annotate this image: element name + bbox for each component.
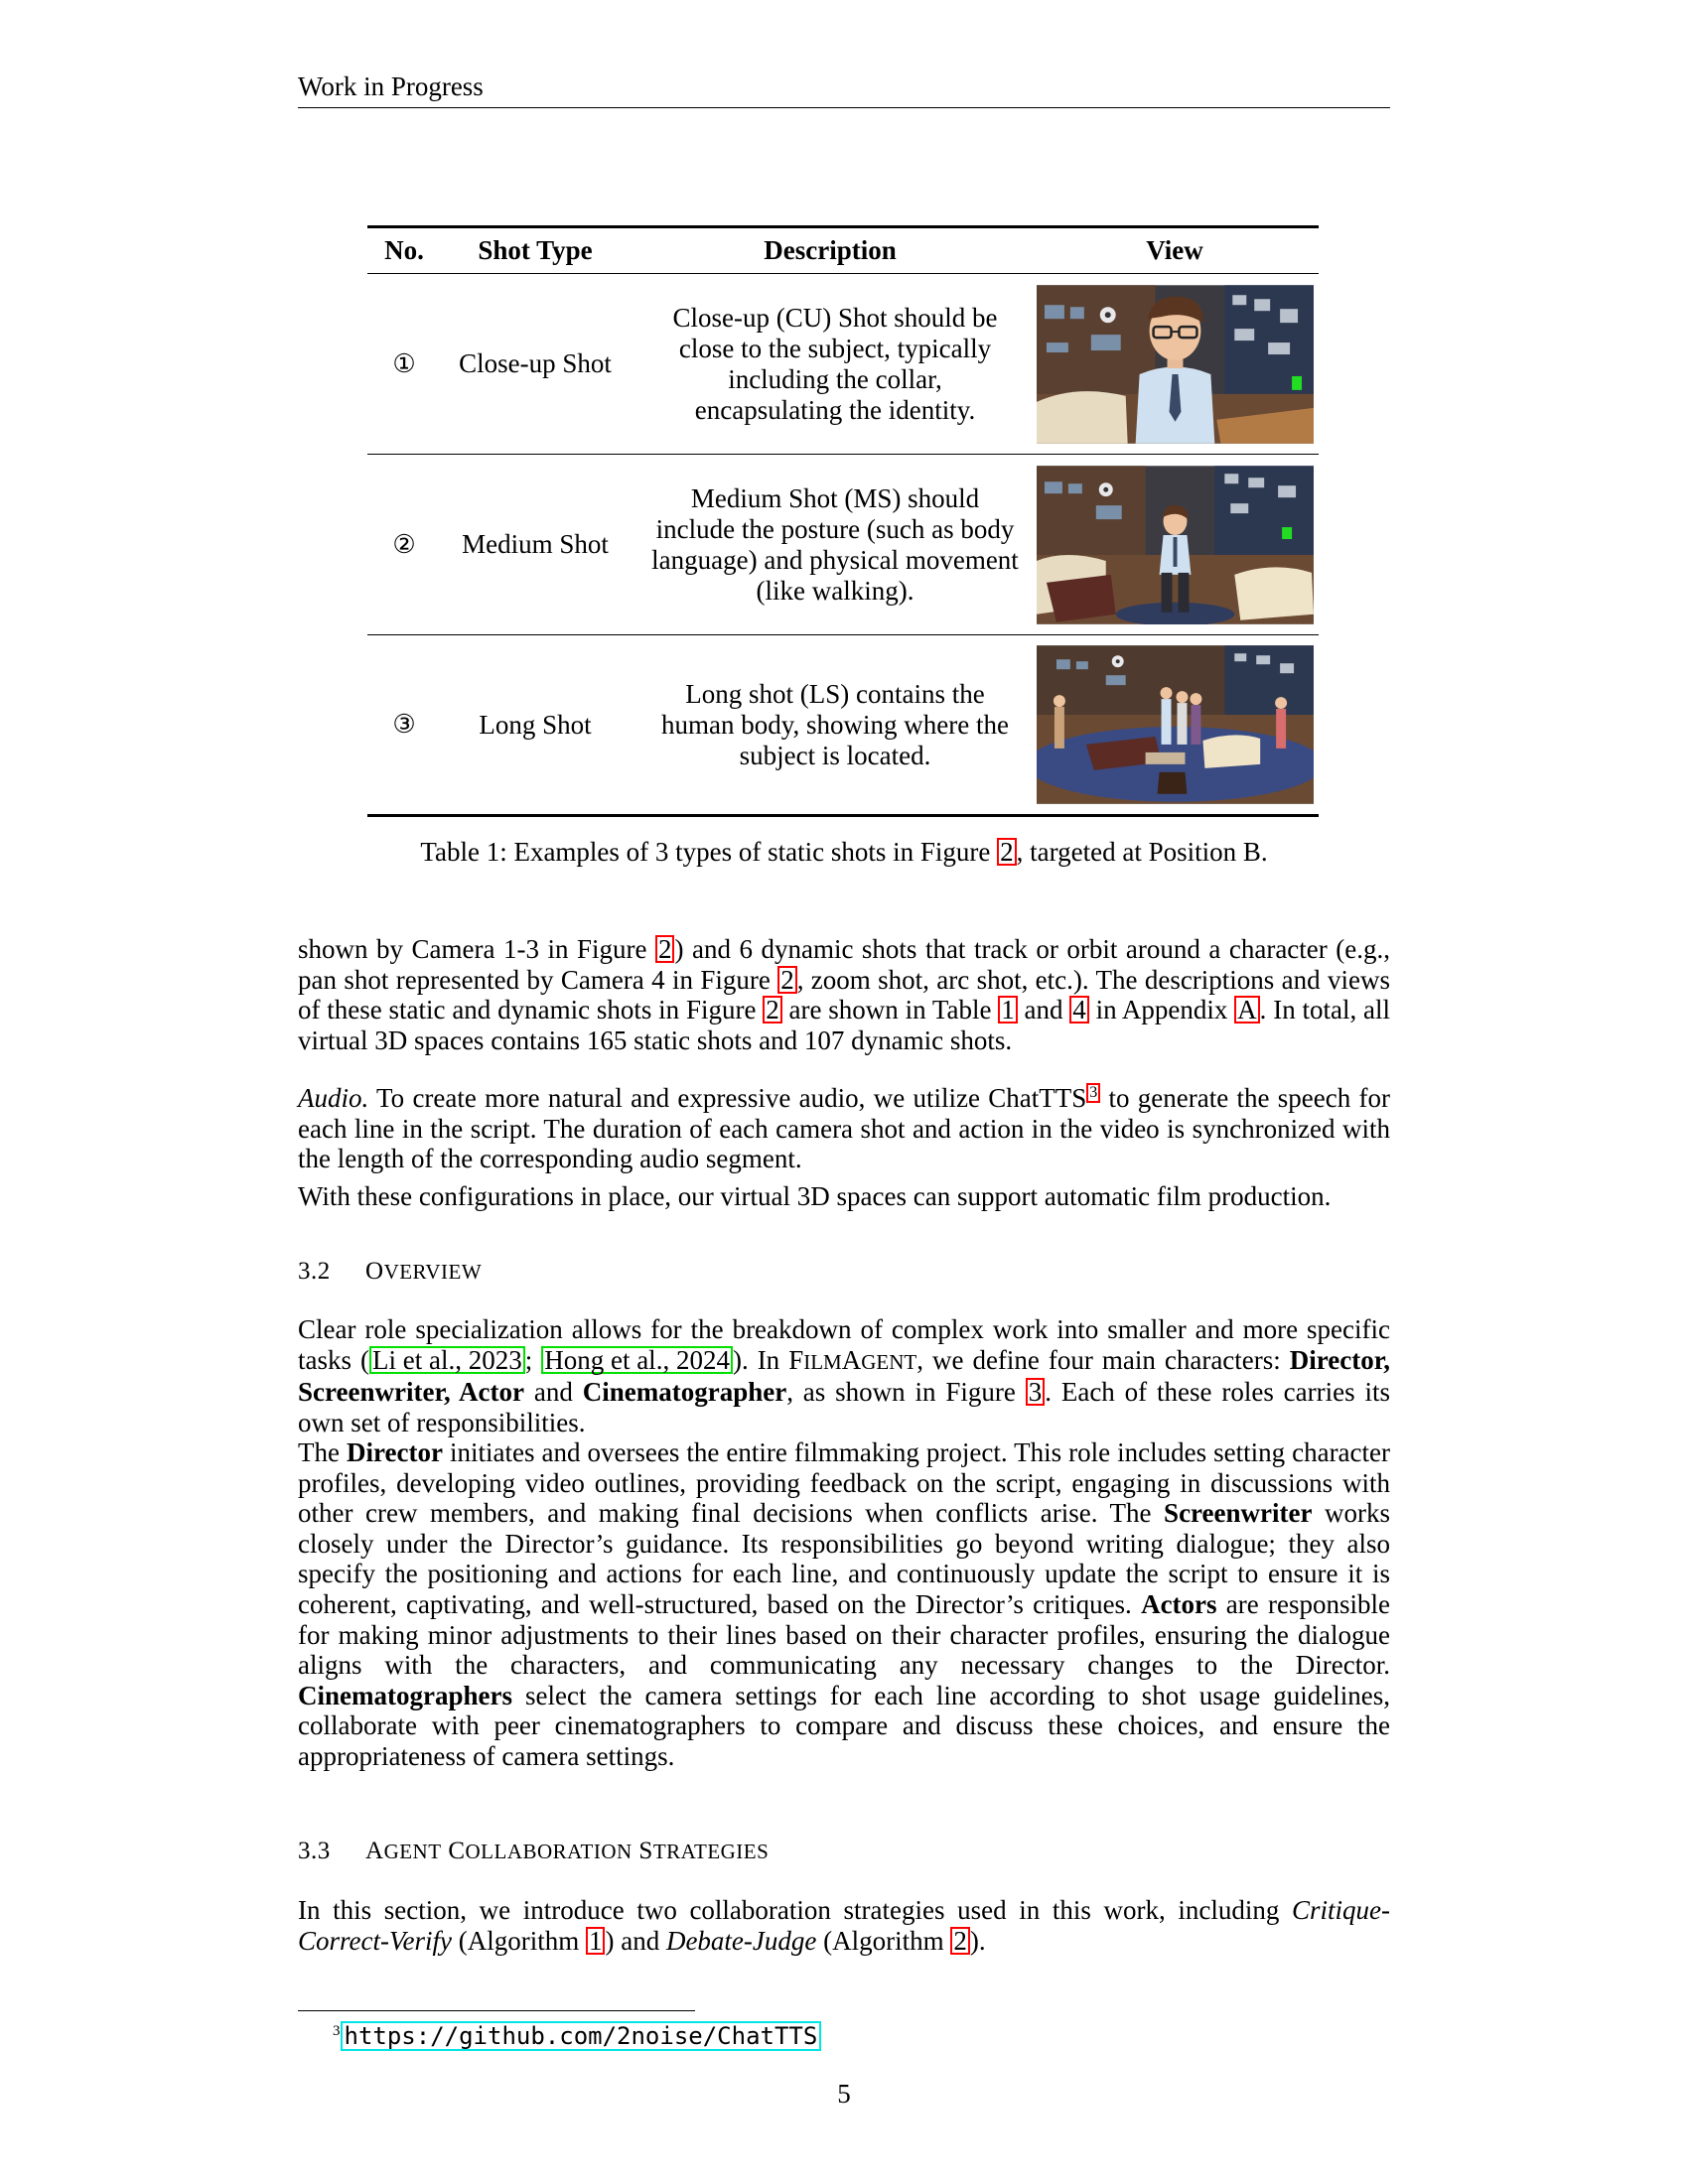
footnote-rule xyxy=(298,2010,695,2011)
system-name: F xyxy=(788,1344,804,1375)
text: and xyxy=(524,1377,583,1408)
system-name: A xyxy=(841,1344,862,1375)
text: ; xyxy=(524,1344,542,1375)
row-view xyxy=(1031,274,1319,455)
row-view xyxy=(1031,455,1319,635)
strategy-name: Critique-Correct-Verify xyxy=(298,1895,1390,1956)
caption-text: Table 1: Examples of 3 types of static shots in Figure xyxy=(420,837,998,867)
figure-link[interactable]: 2 xyxy=(655,935,675,963)
row-description: Medium Shot (MS) should include the posture (such as body language) and physical movement (like walking). xyxy=(651,482,1019,606)
text: . In total, all virtual 3D spaces contains 165 static shots and 107 dynamic shots. xyxy=(298,995,1391,1055)
text: (Algorithm xyxy=(451,1925,586,1956)
header-rule xyxy=(298,107,1390,108)
section-title: TRATEGIES xyxy=(652,1840,770,1863)
table-header-row xyxy=(367,227,1319,274)
section-heading-collaboration xyxy=(298,1838,769,1865)
role-name: Actors xyxy=(1141,1588,1217,1619)
section-heading-overview xyxy=(298,1258,482,1286)
figure-link[interactable]: 2 xyxy=(777,966,797,994)
row-shot-type: Medium Shot xyxy=(462,529,609,559)
col-header-view: View xyxy=(1146,235,1203,265)
algorithm-link[interactable]: 1 xyxy=(586,1927,606,1955)
paragraph-collaboration xyxy=(298,1895,1390,1956)
system-name: ILM xyxy=(803,1349,842,1374)
text: In this section, we introduce two collaboration strategies used in this work, including xyxy=(298,1895,1292,1925)
text: . Each of these roles carries its own set of responsibilities. xyxy=(298,1377,1390,1437)
table-row xyxy=(367,635,1319,816)
paragraph-roles xyxy=(298,1437,1390,1772)
text: , zoom shot, arc shot, etc.). The descriptions and views of these static and dynamic shots in Figure xyxy=(298,964,1390,1025)
table-row xyxy=(367,274,1319,455)
text: initiates and oversees the entire filmmaking project. This role includes setting character profiles, developing video outlines, providing feedback on the script, engaging in discussions with other crew members, and making final decisions when conflicts arise. The xyxy=(298,1437,1391,1529)
footnote xyxy=(333,2021,821,2051)
paragraph-config: With these configurations in place, our virtual 3D spaces can support automatic film production. xyxy=(298,1181,1332,1211)
table-link[interactable]: 4 xyxy=(1069,996,1089,1024)
figure-link[interactable]: 3 xyxy=(1026,1378,1046,1406)
paragraph-shots xyxy=(298,934,1390,1055)
role-names: Director, Screenwriter, Actor xyxy=(298,1344,1390,1408)
text: are shown in Table xyxy=(781,995,999,1025)
row-view xyxy=(1031,635,1319,816)
text: (Algorithm xyxy=(816,1925,951,1956)
strategy-name: Debate-Judge xyxy=(665,1925,817,1956)
figure-link[interactable]: 2 xyxy=(763,996,782,1024)
running-header: Work in Progress xyxy=(298,71,484,101)
text: to generate the speech for each line in the script. The duration of each camera shot and action in the video is synchronized with the length of the corresponding audio segment. xyxy=(298,1083,1390,1174)
close-up-shot-image xyxy=(1037,285,1314,444)
text: shown by Camera 1-3 in Figure xyxy=(298,934,655,964)
section-number: 3.3 xyxy=(298,1838,331,1864)
footnote-url-link[interactable]: https://github.com/2noise/ChatTTS xyxy=(341,2021,822,2051)
text: , as shown in Figure xyxy=(786,1377,1026,1408)
text: in Appendix xyxy=(1088,995,1235,1025)
table-link[interactable]: 1 xyxy=(998,996,1018,1024)
text: To create more natural and expressive audio, we utilize ChatTTS xyxy=(368,1083,1087,1113)
table-caption xyxy=(298,837,1390,868)
row-number: ② xyxy=(392,529,416,559)
row-description: Long shot (LS) contains the human body, showing where the subject is located. xyxy=(661,678,1009,770)
paragraph-overview xyxy=(298,1314,1390,1437)
section-title: C xyxy=(448,1838,466,1864)
text: works closely under the Director’s guidance. Its responsibilities go beyond writing dialogue; they also specify the positioning and actions for each line, and continuously update the script to ensure it is coherent, captivating, and well-structured, based on the Director’s critiques. xyxy=(298,1498,1391,1619)
text: The xyxy=(298,1437,347,1467)
col-header-description: Description xyxy=(764,235,897,265)
col-header-no: No. xyxy=(384,235,424,265)
text: ) and xyxy=(605,1925,666,1956)
row-number: ③ xyxy=(392,710,416,739)
section-title: A xyxy=(365,1838,384,1864)
section-title: OLLABORATION xyxy=(465,1840,633,1863)
section-title: VERVIEW xyxy=(383,1260,483,1284)
caption-text: , targeted at Position B. xyxy=(1016,837,1268,867)
paragraph-lead: Audio. xyxy=(298,1083,369,1113)
citation-link[interactable]: Hong et al., 2024 xyxy=(541,1346,733,1374)
text: select the camera settings for each line according to shot usage guidelines, collaborate with peer cinematographers to compare and discuss these choices, and ensure the appropriateness of camera settings. xyxy=(298,1680,1390,1771)
page-number: 5 xyxy=(837,2079,851,2109)
role-name: Director xyxy=(347,1437,443,1467)
paragraph-audio xyxy=(298,1075,1390,1174)
row-shot-type: Long Shot xyxy=(479,709,592,740)
algorithm-link[interactable]: 2 xyxy=(950,1927,970,1955)
section-title: O xyxy=(365,1258,384,1285)
figure-link[interactable]: 2 xyxy=(997,838,1017,866)
section-title: GENT xyxy=(383,1840,442,1863)
text: are responsible for making minor adjustments to their lines based on their character profiles, ensuring the dialogue aligns with the characters, and communicating any necessary changes to the Director. xyxy=(298,1588,1391,1681)
section-title: S xyxy=(638,1838,653,1864)
section-number: 3.2 xyxy=(298,1258,331,1285)
citation-link[interactable]: Li et al., 2023 xyxy=(369,1346,525,1374)
table-row xyxy=(367,455,1319,635)
long-shot-image xyxy=(1037,645,1314,804)
system-name: GENT xyxy=(861,1349,917,1374)
text: Clear role specialization allows for the breakdown of complex work into smaller and more specific tasks ( xyxy=(298,1314,1390,1375)
footnote-mark: 3 xyxy=(333,2023,341,2039)
role-names: Cinematographer xyxy=(582,1377,787,1408)
row-shot-type: Close-up Shot xyxy=(459,348,612,378)
col-header-shot-type: Shot Type xyxy=(478,235,593,265)
text: ). xyxy=(969,1925,986,1956)
text: ) and 6 dynamic shots that track or orbit around a character (e.g., pan shot represented by Camera 4 in Figure xyxy=(298,934,1390,995)
text: , we define four main characters: xyxy=(916,1344,1290,1375)
role-name: Screenwriter xyxy=(1164,1498,1313,1529)
row-description: Close-up (CU) Shot should be close to the subject, typically including the collar, encapsulating the identity. xyxy=(672,302,998,425)
text: and xyxy=(1017,995,1070,1025)
role-name: Cinematographers xyxy=(298,1680,512,1710)
row-number: ① xyxy=(392,348,416,378)
medium-shot-image xyxy=(1037,466,1314,624)
footnote-link[interactable]: 3 xyxy=(1086,1083,1100,1103)
appendix-link[interactable]: A xyxy=(1234,996,1260,1024)
text: ). In xyxy=(732,1344,789,1375)
shot-types-table xyxy=(367,225,1319,817)
